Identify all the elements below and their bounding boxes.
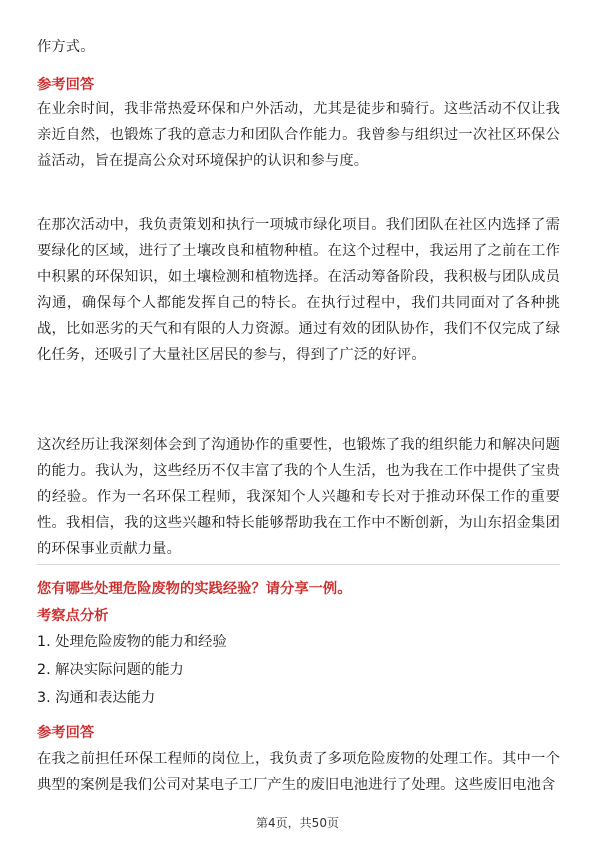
section-divider: [37, 564, 560, 565]
answer-paragraph: 在我之前担任环保工程师的岗位上，我负责了多项危险废物的处理工作。其中一个典型的案例是我们公司对某电子工厂产生的废旧电池进行了处理。这些废旧电池含: [37, 751, 560, 793]
answer-heading: 参考回答: [37, 77, 95, 93]
analysis-heading: 考察点分析: [37, 608, 109, 624]
answer-paragraph-1: 在业余时间，我非常热爱环保和户外活动，尤其是徒步和骑行。这些活动不仅让我亲近自然，也锻炼了我的意志力和团队合作能力。我曾参与组织过一次社区环保公益活动，旨在提高公众对环境保护的认识和参与度。: [37, 101, 560, 169]
intro-tail-text: 作方式。: [37, 39, 95, 55]
document-page: [37, 0, 560, 842]
page-number: 第4页，共50页: [256, 816, 339, 830]
analysis-point: 3. 沟通和表达能力: [37, 690, 156, 706]
question-title: 您有哪些处理危险废物的实践经验？请分享一例。: [37, 581, 352, 597]
answer-paragraph-2: 在那次活动中，我负责策划和执行一项城市绿化项目。我们团队在社区内选择了需要绿化的区域，进行了土壤改良和植物种植。在这个过程中，我运用了之前在工作中积累的环保知识，如土壤检测和植物选择。在活动筹备阶段，我积极与团队成员沟通，确保每个人都能发挥自己的特长。在执行过程中，我们共同面对了各种挑战，比如恶劣的天气和有限的人力资源。通过有效的团队协作，我们不仅完成了绿化任务，还吸引了大量社区居民的参与，得到了广泛的好评。: [37, 217, 560, 363]
answer-heading: 参考回答: [37, 725, 95, 741]
answer-paragraph-3: 这次经历让我深刻体会到了沟通协作的重要性，也锻炼了我的组织能力和解决问题的能力。我认为，这些经历不仅丰富了我的个人生活，也为我在工作中提供了宝贵的经验。作为一名环保工程师，我深知个人兴趣和专长对于推动环保工作的重要性。我相信，我的这些兴趣和特长能够帮助我在工作中不断创新，为山东招金集团的环保事业贡献力量。: [37, 437, 560, 557]
analysis-point: 2. 解决实际问题的能力: [37, 662, 184, 678]
analysis-point: 1. 处理危险废物的能力和经验: [37, 634, 227, 650]
